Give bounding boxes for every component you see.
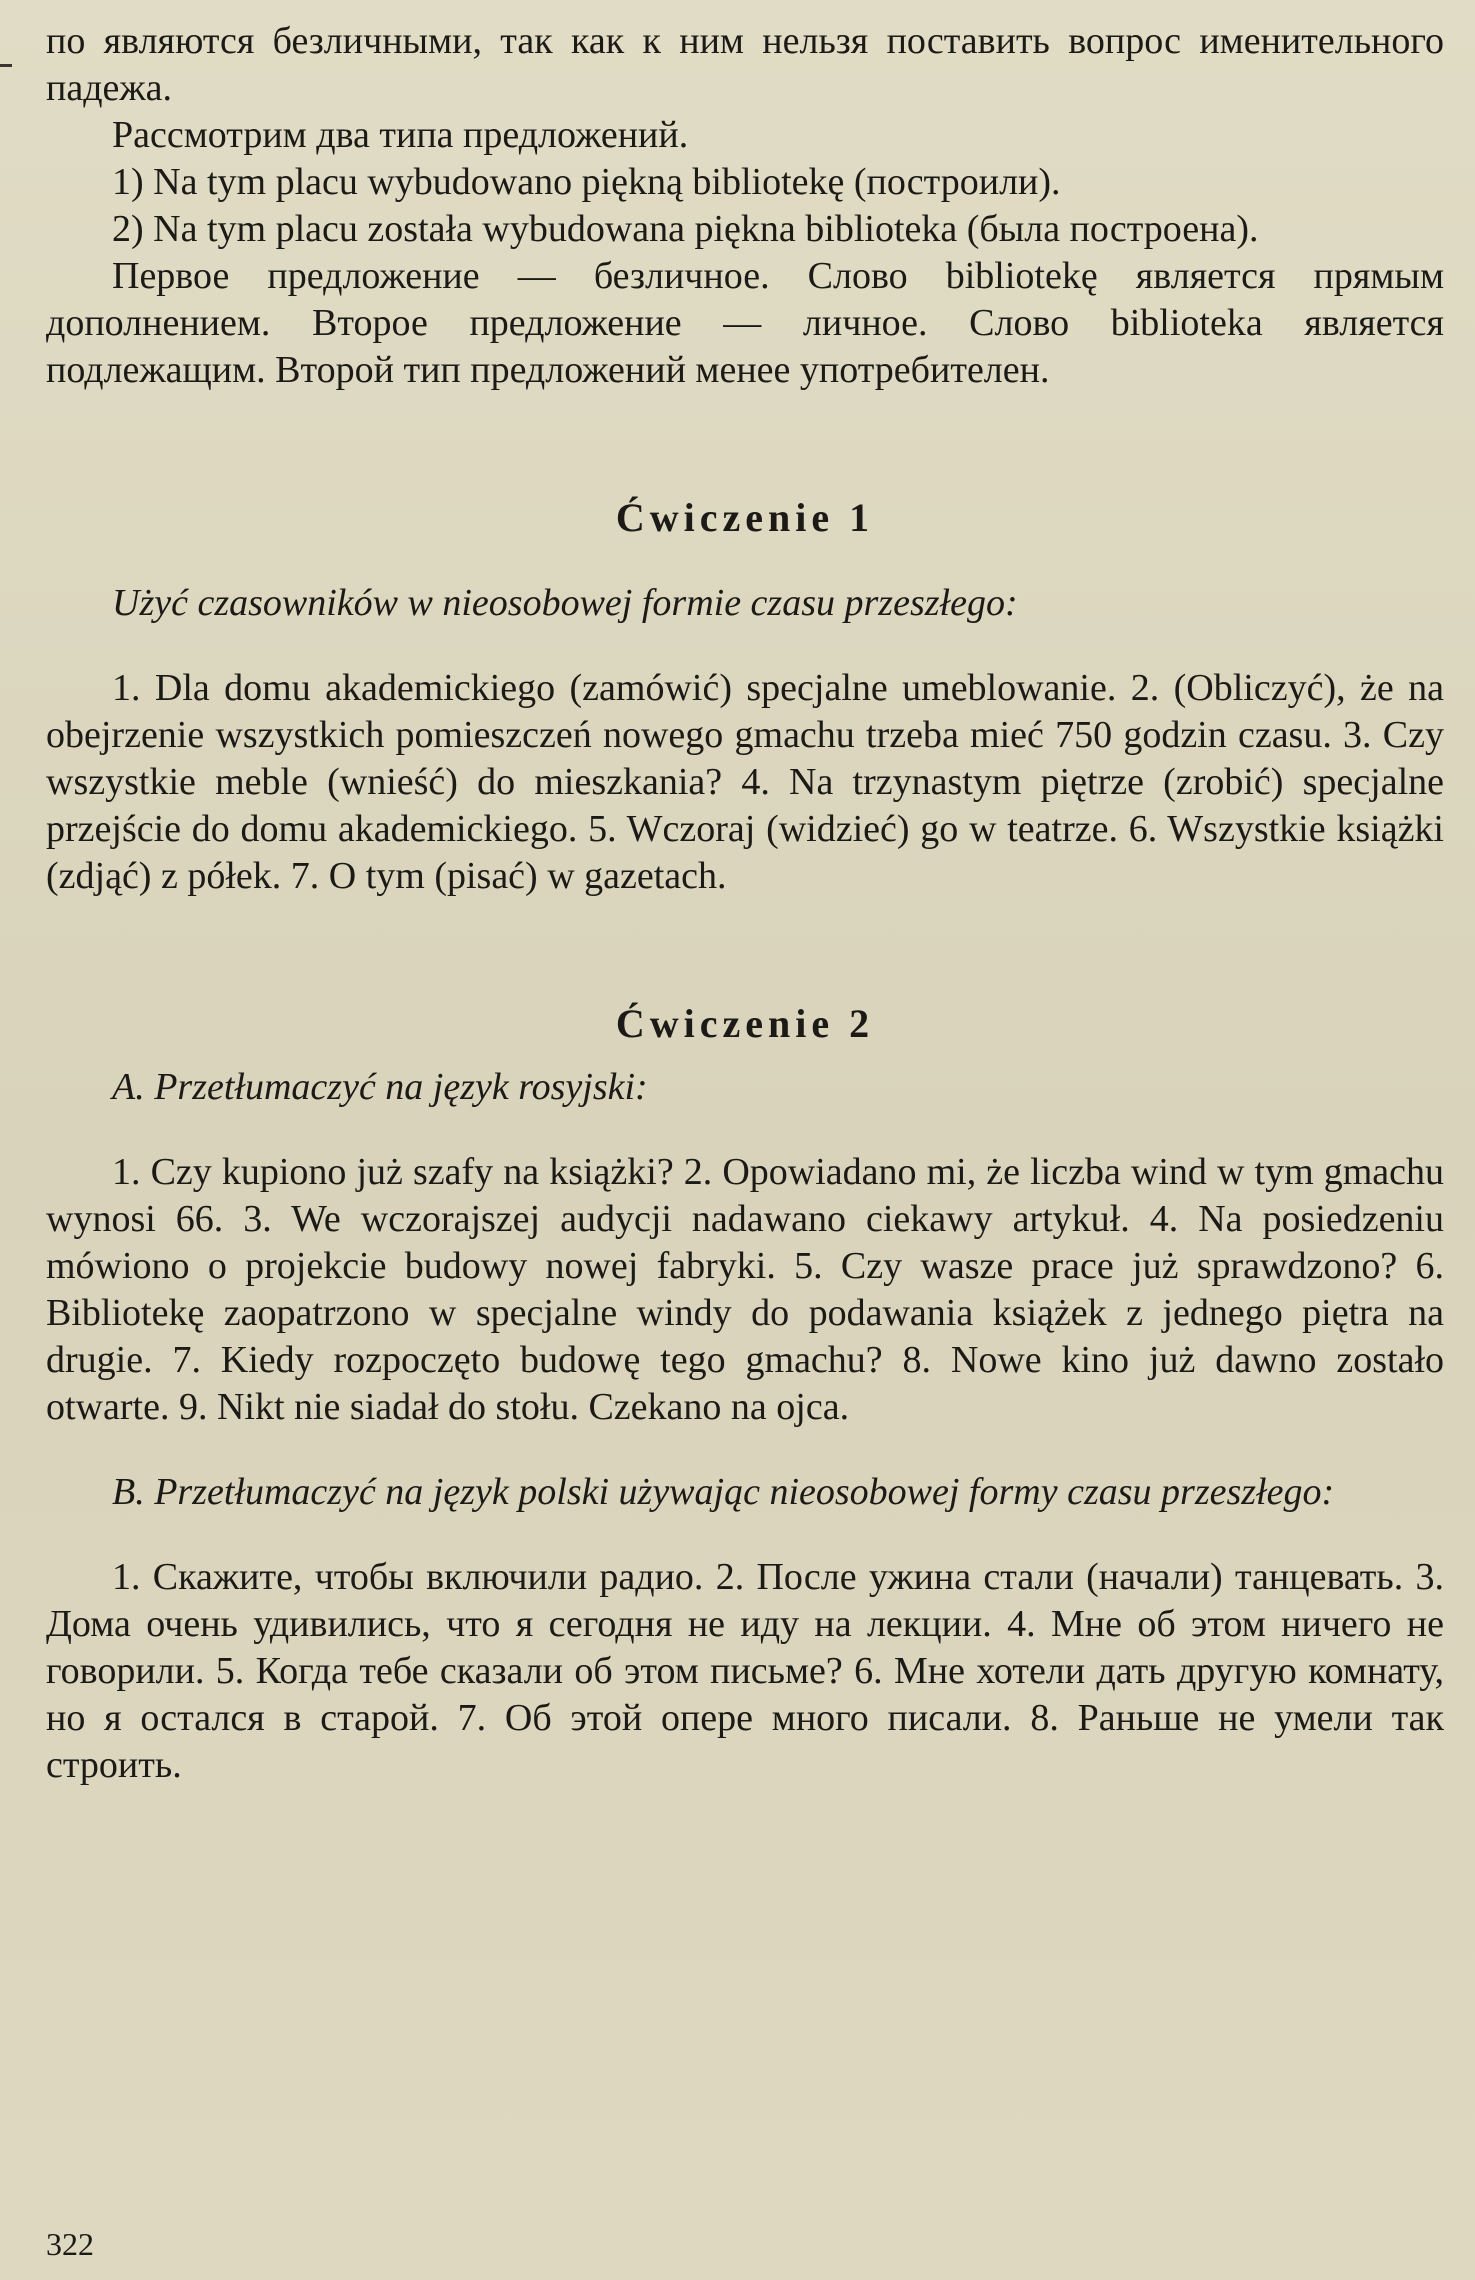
exercise-2b-text: 1. Скажите, чтобы включили радио. 2. После ужина стали (начали) танцевать. 3. Дома очень удивились, что я сегодня не иду на лекции. 4. Мне об этом ничего не говорили. 5. Когда тебе сказали об этом письме? 6. Мне хотели дать другую комнату, но я остался в старой. 7. Об этой опере много писали. 8. Раньше не умели так строить. <box>46 1556 1444 1786</box>
exercise-2a-text: 1. Czy kupiono już szafy na książki? 2. Opowiadano mi, że liczba wind w tym gmachu wynosi 66. 3. We wczorajszej audycji nadawano ciekawy artykuł. 4. Na posiedzeniu mówiono o projekcie budowy nowej fabryki. 5. Czy wasze prace już sprawdzono? 6. Bibliotekę zaopatrzono w specjalne windy do podawania książek z jednego piętra na drugie. 7. Kiedy rozpoczęto budowę tego gmachu? 8. Nowe kino już dawno zostało otwarte. 9. Nikt nie siadał do stołu. Czekano na ojca. <box>46 1151 1444 1428</box>
example-sentence-2: 2) Na tym placu została wybudowana piękna biblioteka (была построена). <box>112 208 1259 250</box>
exercise-2b-instruction: B. Przetłumaczyć na język polski używając nieosobowej formy czasu przeszłego: <box>112 1471 1335 1513</box>
exercise-2-title: Ćwiczenie 2 <box>615 1001 875 1046</box>
example-sentence-1: 1) Na tym placu wybudowano piękną bibliotekę (построили). <box>112 161 1061 203</box>
exercise-1-instruction: Użyć czasowników w nieosobowej formie czasu przeszłego: <box>112 582 1018 624</box>
scan-mark <box>0 64 12 67</box>
page-number: 322 <box>46 2226 94 2262</box>
page-content <box>46 18 1444 1789</box>
intro-paragraph-1: по являются безличными, так как к ним нельзя поставить вопрос именительного падежа. <box>46 20 1444 109</box>
intro-paragraph-3: Первое предложение — безличное. Слово bibliotekę является прямым дополнением. Второе предложение — личное. Слово biblioteka является подлежащим. Второй тип предложений менее употребителен. <box>46 255 1444 391</box>
exercise-1-text: 1. Dla domu akademickiego (zamówić) specjalne umeblowanie. 2. (Obliczyć), że na obejrzenie wszystkich pomieszczeń nowego gmachu trzeba mieć 750 godzin czasu. 3. Czy wszystkie meble (wnieść) do mieszkania? 4. Na trzynastym piętrze (zrobić) specjalne przejście do domu akademickiego. 5. Wczoraj (widzieć) go w teatrze. 6. Wszystkie książki (zdjąć) z półek. 7. O tym (pisać) w gazetach. <box>46 667 1444 897</box>
exercise-2a-instruction: A. Przetłumaczyć na język rosyjski: <box>112 1066 648 1108</box>
exercise-1-title: Ćwiczenie 1 <box>615 495 875 540</box>
intro-paragraph-2: Рассмотрим два типа предложений. <box>112 114 689 156</box>
